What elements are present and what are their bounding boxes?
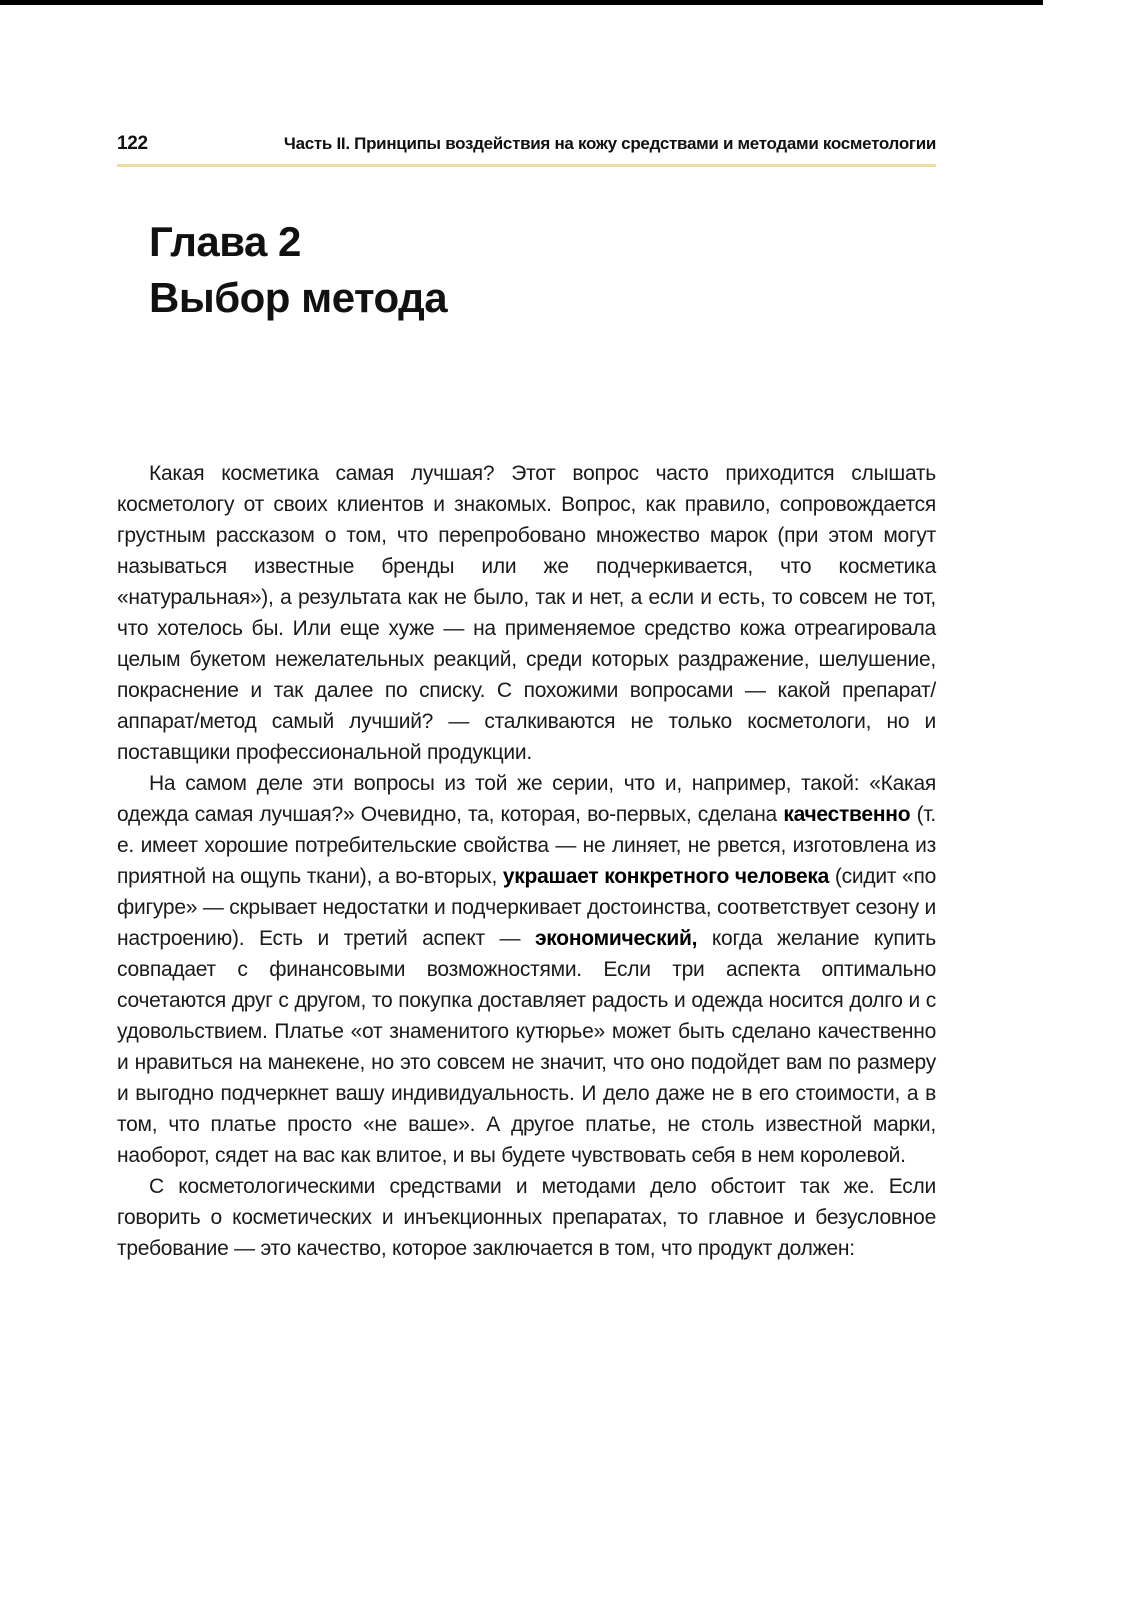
chapter-number: Глава 2 — [149, 218, 301, 265]
paragraph-1: Какая косметика самая лучшая? Этот вопрос часто приходится слышать косметологу от своих клиентов и знакомых. Вопрос, как правило, сопровождается грустным рассказом о том, что перепробовано множество марок (при этом могут называться известные бренды или же подчеркивается, что косметика «натуральная»), а результата как не было, так и нет, а если и есть, то совсем не тот, что хотелось бы. Или еще хуже — на применяемое средство кожа отреагировала целым букетом нежелательных реакций, среди которых раздражение, шелушение, покраснение и так далее по списку. С похожими вопросами — какой препарат/аппарат/метод самый лучший? — сталкиваются не только косметологи, но и поставщики профессиональной продукции. — [117, 462, 936, 764]
running-head — [117, 130, 936, 158]
body-text — [117, 458, 936, 1264]
bold-term-economic: экономический, — [534, 927, 698, 950]
page-number: 122 — [117, 133, 148, 154]
paragraph-2 — [117, 768, 936, 1171]
chapter-heading — [149, 214, 909, 326]
section-title: Часть II. Принципы воздействия на кожу средствами и методами косметологии — [283, 134, 936, 153]
bold-term-quality: качественно — [783, 803, 911, 826]
chapter-title: Выбор метода — [149, 274, 448, 321]
paragraph-2-text-a: На самом деле эти вопросы из той же серии, что и, например, такой: «Какая одежда самая лучшая?» Очевидно, та, которая, во-первых, сделана — [117, 772, 936, 826]
top-edge-bar — [0, 0, 1043, 5]
header-rule — [117, 164, 936, 167]
bold-term-person: украшает конкретного человека — [502, 865, 830, 888]
paragraph-2-text-c: (сидит «по фигуре» — скрывает недостатки и подчеркивает достоинства, соответствует сезону и настроению). Есть и третий аспект — — [117, 865, 937, 950]
paragraph-3: С косметологическими средствами и методами дело обстоит так же. Если говорить о косметических и инъекционных препаратах, то главное и безусловное требование — это качество, которое заключается в том, что продукт должен: — [117, 1175, 936, 1260]
paragraph-2-text-d: когда желание купить совпадает с финансовыми возможностями. Если три аспекта оптимально сочетаются друг с другом, то покупка доставляет радость и одежда носится долго и с удовольствием. Платье «от знаменитого кутюрье» может быть сделано качественно и нравиться на манекене, но это совсем не значит, что оно подойдет вам по размеру и выгодно подчеркнет вашу индивидуальность. И дело даже не в его стоимости, а в том, что платье просто «не ваше». А другое платье, не столь известной марки, наоборот, сядет на вас как влитое, и вы будете чувствовать себя в нем королевой. — [117, 927, 936, 1167]
paragraph-2-text-b: (т. е. имеет хорошие потребительские свойства — не линяет, не рвется, изготовлена из приятной на ощупь ткани), а во-вторых, — [117, 803, 936, 888]
